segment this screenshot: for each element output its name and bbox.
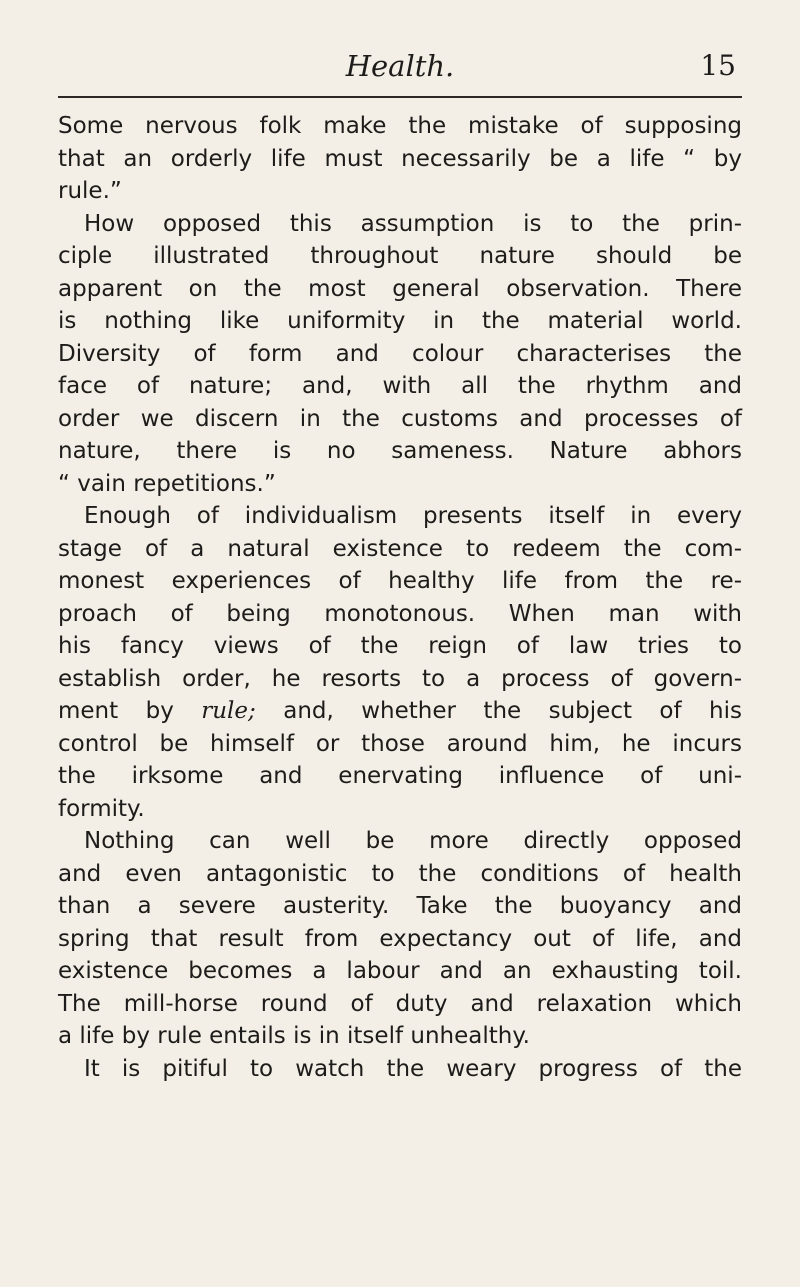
text-segment: ment by [58,698,202,724]
text-line: a life by rule entails is in itself unhealthy. [58,1023,530,1049]
text-line: formity. [58,795,145,822]
italic-word: rule; [201,698,256,724]
running-title: Health. [345,49,455,83]
text-line: that an orderly life must necessarily be a life “ by [58,145,742,172]
text-line: rule.” [58,178,122,204]
text-line: his fancy views of the reign of law tries to [58,633,742,659]
text-line: and even antagonistic to the conditions of health [58,860,742,887]
text-line: Enough of individualism presents itself in every [84,503,742,529]
text-line: than a severe austerity. Take the buoyancy and [58,893,742,919]
text-line: apparent on the most general observation. There [58,275,742,302]
text-line: face of nature; and, with all the rhythm and [58,373,742,399]
page-number: 15 [700,49,736,82]
text-line: order we discern in the customs and processes of [58,405,742,432]
text-line: proach of being monotonous. When man with [58,600,742,627]
header-rule [58,96,742,98]
text-line: stage of a natural existence to redeem the com- [58,535,742,562]
text-line: is nothing like uniformity in the material world. [58,308,742,334]
text-line [58,695,742,728]
text-segment: and, whether the subject of his [255,698,742,724]
text-line: Some nervous folk make the mistake of supposing [58,113,742,139]
text-line: It is pitiful to watch the weary progress of the [84,1055,742,1082]
text-line: The mill-horse round of duty and relaxation which [58,990,742,1017]
page-header [58,44,742,94]
text-line: Nothing can well be more directly opposed [84,828,742,854]
text-line: existence becomes a labour and an exhausting toil. [58,958,742,984]
body-text [58,110,742,1085]
text-line: Diversity of form and colour characterises the [58,340,742,367]
text-line: “ vain repetitions.” [58,470,276,497]
text-line: control be himself or those around him, he incurs [58,730,742,757]
text-line: monest experiences of healthy life from the re- [58,568,742,594]
text-line: spring that result from expectancy out of life, and [58,925,742,952]
text-line: establish order, he resorts to a process of govern- [58,665,742,692]
text-line: the irksome and enervating influence of uni- [58,763,742,789]
text-line: nature, there is no sameness. Nature abhors [58,438,742,464]
text-line: How opposed this assumption is to the prin- [84,210,742,237]
text-line: ciple illustrated throughout nature should be [58,243,742,269]
